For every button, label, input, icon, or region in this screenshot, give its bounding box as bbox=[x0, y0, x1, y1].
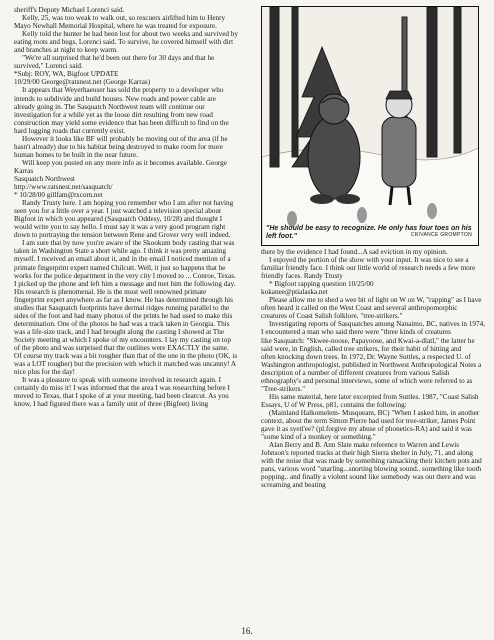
paragraph: creatures of Coast Salish folklore, "tree-strikers." bbox=[261, 312, 403, 321]
right-text-body bbox=[261, 248, 485, 489]
paragraph: Sasquatch Northwest bbox=[14, 174, 75, 183]
paragraph: "We're all surprised that he'd been out there for 30 days and that he survived," Lorenci said. bbox=[14, 54, 215, 71]
paragraph: Randy Trusty here. I am hoping you remember who I am after not having seen you for a little over a year. I just watched a television special about Bigfoot in which you appeared (Sasquatch Oddesy, 10/28) and thought I would write you to say hello. I must say it was a very good program right down to portraying the tension between Rene and Grover very well indeed. bbox=[14, 199, 234, 240]
paragraph: http://www.ratsnest.net/sasquatch/ bbox=[14, 183, 113, 192]
cartoon-illustration bbox=[261, 6, 479, 246]
cartoon-drawing bbox=[262, 7, 479, 246]
paragraph: * 10/28/00 gillfam@txcom.net bbox=[14, 191, 103, 200]
page-number: 16. bbox=[241, 626, 253, 636]
paragraph: It was a pleasure to speak with someone involved in research again. I certainly do miss it! I was informed that the area I was researching before I moved to Texas, that I spoke of at your meeting, had been clearcut. As you know, I had figured there was a family unit of three (Bigfeet) living bbox=[14, 376, 230, 409]
paragraph: I enjoyed the portion of the show with your input. It was nice to see a familiar friendly face. I think our little world of research needs a few more friendly faces. Randy Trusty bbox=[261, 256, 476, 281]
paragraph: (Mainland Halkomelem- Musqueam, BC) "When I asked him, in another context, about the term Simon Pierre had used for tree-striker, James Point gave it as syetl'ee? (pl.forgive my abuse of phonetics-RA) and said it was "some kind of a monkey or something." bbox=[261, 408, 480, 442]
paragraph: Investigating reports of Sasquatches among Nanaimo, BC, natives in 1974, I encountered a man who said there were "three kinds of creatures bbox=[261, 320, 485, 337]
paragraph: Kelly, 25, was too weak to walk out, so rescuers airlifted him to Henry Mayo Newhall Memorial Hospital, where he was treated for exposure. bbox=[14, 14, 226, 31]
paragraph: It appears that Weyerhaeuser has sold the property to a developer who intends to subdivide and build houses. New roads and power cable are already going in. The Sasquatch Northwest team will continue our investigation for a while yet as the loose dirt resulting from new road construction may yield some evidence that has been difficult to find on the hard logging roads that currently exist. bbox=[14, 86, 229, 135]
cartoon-caption: "He should be easy to recognize. He only has four toes on his left foot." bbox=[266, 225, 472, 240]
paragraph: sheriff's Deputy Michael Lorenci said. bbox=[14, 6, 125, 14]
paragraph: However it looks like BF will probably be moving out of the area (if he hasn't already) due to his habitat being destroyed to make room for more human homes to be built in the near future. bbox=[14, 134, 228, 159]
paragraph: 10/29/00 George@ratsnest.net (George Karras) bbox=[14, 78, 151, 87]
paragraph: Will keep you posted on any more info as it becomes available. George Karras bbox=[14, 158, 227, 175]
paragraph: Kelly told the hunter he had been lost for about two weeks and survived by eating roots and bugs, Lorenci said. To survive, he covered himself with dirt and branches at night to keep warm. bbox=[14, 30, 238, 55]
right-text-column bbox=[261, 6, 485, 489]
paragraph: His same material, here later excerpted from Suttles. 1987, "Coast Salish Essays, U of W Press, p81, contains the following: bbox=[261, 392, 479, 409]
paragraph: there by the evidence I had found...A sad eviction in my opinion. bbox=[261, 248, 448, 256]
left-text-column bbox=[14, 6, 238, 408]
paragraph: like Sasquatch: "Skwee-noose, Papayoose, and Kwai-a-dlatl," the latter he said were, in English, called tree strikers, for their habit of hitting and bbox=[261, 336, 475, 353]
paragraph: Alan Berry and B. Ann Slate make reference to Warren and Lewis Johnson's reported tracks at their high Sierra shelter in July, 71, and along with the noise that was made by something ransacking their kitchen pots and pans, various word "snarling...snorting blowing sound.. something like tooth popping.. and finally a violent sound like somebody was out there and was screaming and beating bbox=[261, 441, 482, 490]
paragraph: Please allow me to shed a wee bit of light on W on W, "rapping" as I have often heard it called on the West Coast and several anthropomorphic bbox=[261, 296, 482, 313]
paragraph: kokanee@ptialaska.net bbox=[261, 288, 328, 297]
paragraph: often knocking down trees. In 1972, Dr. Wayne Suttles, a respected U. of Washington anthropologist, published in Northwest Anthropological Notes a description of a number of different creatures from various Salish ethnography's and personal interviews, some of which were referred to as "Tree-strikers." bbox=[261, 352, 482, 393]
paragraph: I am sure that by now you're aware of the Skookum body casting that was taken in Washington State a short while ago. I think it was pretty amazing myself. I received an email about it, and in the email I noticed mention of a primate fingerprint expert named Chilcutt. Well, it just so happens that he works for the police department in the very city I moved to ... Conroe, Texas. I picked up the phone and left him a message and met him the following day. His research is phenomenal. He is the most well renowned primate fingerprint expert anywhere as far as I know. He has determined through his studies that Sasquatch footprints have dermal ridges running parallel to the sides of the foot and had many photos of the prints he had used to make this determination. One of the photos he had was a track taken in Georgia. This was a life-size track, and I had brought along the casting I showed at The Society meeting at which I spoke of my encounters. I lay my casting on top of the photo and was surprised that the outlines were EXACTLY the same. Of course my track was a bit rougher than that of the one in the photo (OK, is was a LOT rougher) but the precision with which it matched was uncanny! A nice plus for the day! bbox=[14, 239, 238, 377]
paragraph: *Subj: ROY, WA, Bigfoot UPDATE bbox=[14, 70, 119, 79]
paragraph: * Bigfoot rapping question 10/25/00 bbox=[269, 280, 374, 289]
cartoon-artist-signature: CRIVANCE GROMPTON bbox=[410, 231, 472, 238]
